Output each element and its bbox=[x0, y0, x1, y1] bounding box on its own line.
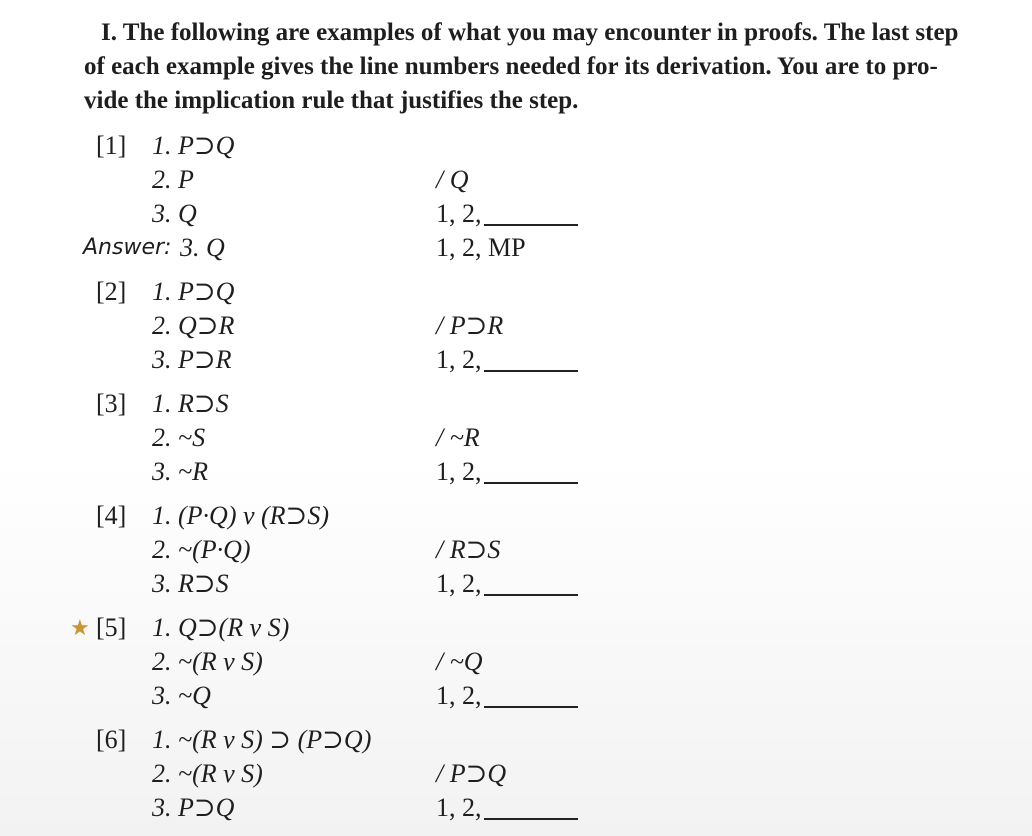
justification-lines: 1, 2, bbox=[436, 457, 482, 486]
problem-5-line-2 bbox=[0, 646, 1032, 678]
problem-label: [1] bbox=[96, 131, 127, 160]
derived-step: 3. Q bbox=[152, 199, 197, 228]
conclusion: / ~Q bbox=[436, 647, 483, 676]
premise: 2. P bbox=[152, 165, 194, 194]
problem-6-line-2 bbox=[0, 758, 1032, 790]
answer-blank[interactable] bbox=[484, 370, 578, 372]
premise: 1. P⊃Q bbox=[152, 277, 235, 306]
premise: 1. R⊃S bbox=[152, 389, 229, 418]
problem-5-line-1 bbox=[0, 612, 1032, 644]
problem-6-line-3 bbox=[0, 792, 1032, 824]
star-icon: ★ bbox=[70, 615, 90, 640]
problem-label: [5] bbox=[96, 613, 127, 642]
instructions-line: I. The following are examples of what you may encounter in proofs. The last step bbox=[101, 19, 959, 46]
conclusion: / P⊃R bbox=[436, 311, 504, 340]
problem-2-line-1 bbox=[0, 276, 1032, 308]
problem-3-line-2 bbox=[0, 422, 1032, 454]
derived-step: 3. ~Q bbox=[152, 681, 211, 710]
justification bbox=[436, 568, 578, 600]
problem-6-line-1 bbox=[0, 724, 1032, 756]
premise: 1. (P·Q) v (R⊃S) bbox=[152, 501, 329, 530]
derived-step: 3. P⊃Q bbox=[152, 793, 235, 822]
problem-label: [6] bbox=[96, 725, 127, 754]
justification bbox=[436, 344, 578, 376]
derived-step: 3. ~R bbox=[152, 457, 208, 486]
problem-4-line-3 bbox=[0, 568, 1032, 600]
justification bbox=[436, 198, 578, 230]
problem-3-line-3 bbox=[0, 456, 1032, 488]
justification bbox=[436, 680, 578, 712]
answer-blank[interactable] bbox=[484, 594, 578, 596]
justification-lines: 1, 2, bbox=[436, 569, 482, 598]
problem-1-line-1 bbox=[0, 130, 1032, 162]
premise: 2. ~(R v S) bbox=[152, 759, 263, 788]
justification-lines: 1, 2, bbox=[436, 793, 482, 822]
problem-1-line-3 bbox=[0, 198, 1032, 230]
answer-step: 3. Q bbox=[180, 233, 225, 262]
derived-step: 3. R⊃S bbox=[152, 569, 229, 598]
problem-label: [2] bbox=[96, 277, 127, 306]
premise: 2. Q⊃R bbox=[152, 311, 235, 340]
premise: 2. ~S bbox=[152, 423, 206, 452]
answer-blank[interactable] bbox=[484, 482, 578, 484]
instructions bbox=[84, 16, 1004, 118]
premise: 2. ~(P·Q) bbox=[152, 535, 251, 564]
problem-3-line-1 bbox=[0, 388, 1032, 420]
problem-4-line-2 bbox=[0, 534, 1032, 566]
instructions-line: of each example gives the line numbers needed for its derivation. You are to pro- bbox=[84, 53, 938, 80]
answer-label: Answer: bbox=[83, 235, 172, 260]
premise: 2. ~(R v S) bbox=[152, 647, 263, 676]
conclusion: / P⊃Q bbox=[436, 759, 507, 788]
justification-lines: 1, 2, bbox=[436, 681, 482, 710]
premise: 1. P⊃Q bbox=[152, 131, 235, 160]
problem-1-line-2 bbox=[0, 164, 1032, 196]
conclusion: / R⊃S bbox=[436, 535, 501, 564]
problem-label: [4] bbox=[96, 501, 127, 530]
instructions-line: vide the implication rule that justifies the step. bbox=[84, 87, 579, 114]
conclusion: / ~R bbox=[436, 423, 480, 452]
problem-1-answer bbox=[0, 232, 1032, 264]
answer-blank[interactable] bbox=[484, 224, 578, 226]
justification bbox=[436, 792, 578, 824]
answer-justification: 1, 2, MP bbox=[436, 233, 526, 262]
problem-4-line-1 bbox=[0, 500, 1032, 532]
premise: 1. Q⊃(R v S) bbox=[152, 613, 290, 642]
conclusion: / Q bbox=[436, 165, 469, 194]
justification-lines: 1, 2, bbox=[436, 199, 482, 228]
justification bbox=[436, 456, 578, 488]
derived-step: 3. P⊃R bbox=[152, 345, 232, 374]
premise: 1. ~(R v S) ⊃ (P⊃Q) bbox=[152, 725, 372, 754]
problem-5-line-3 bbox=[0, 680, 1032, 712]
justification-lines: 1, 2, bbox=[436, 345, 482, 374]
problem-2-line-3 bbox=[0, 344, 1032, 376]
answer-blank[interactable] bbox=[484, 706, 578, 708]
problem-2-line-2 bbox=[0, 310, 1032, 342]
problem-label: [3] bbox=[96, 389, 127, 418]
answer-blank[interactable] bbox=[484, 818, 578, 820]
